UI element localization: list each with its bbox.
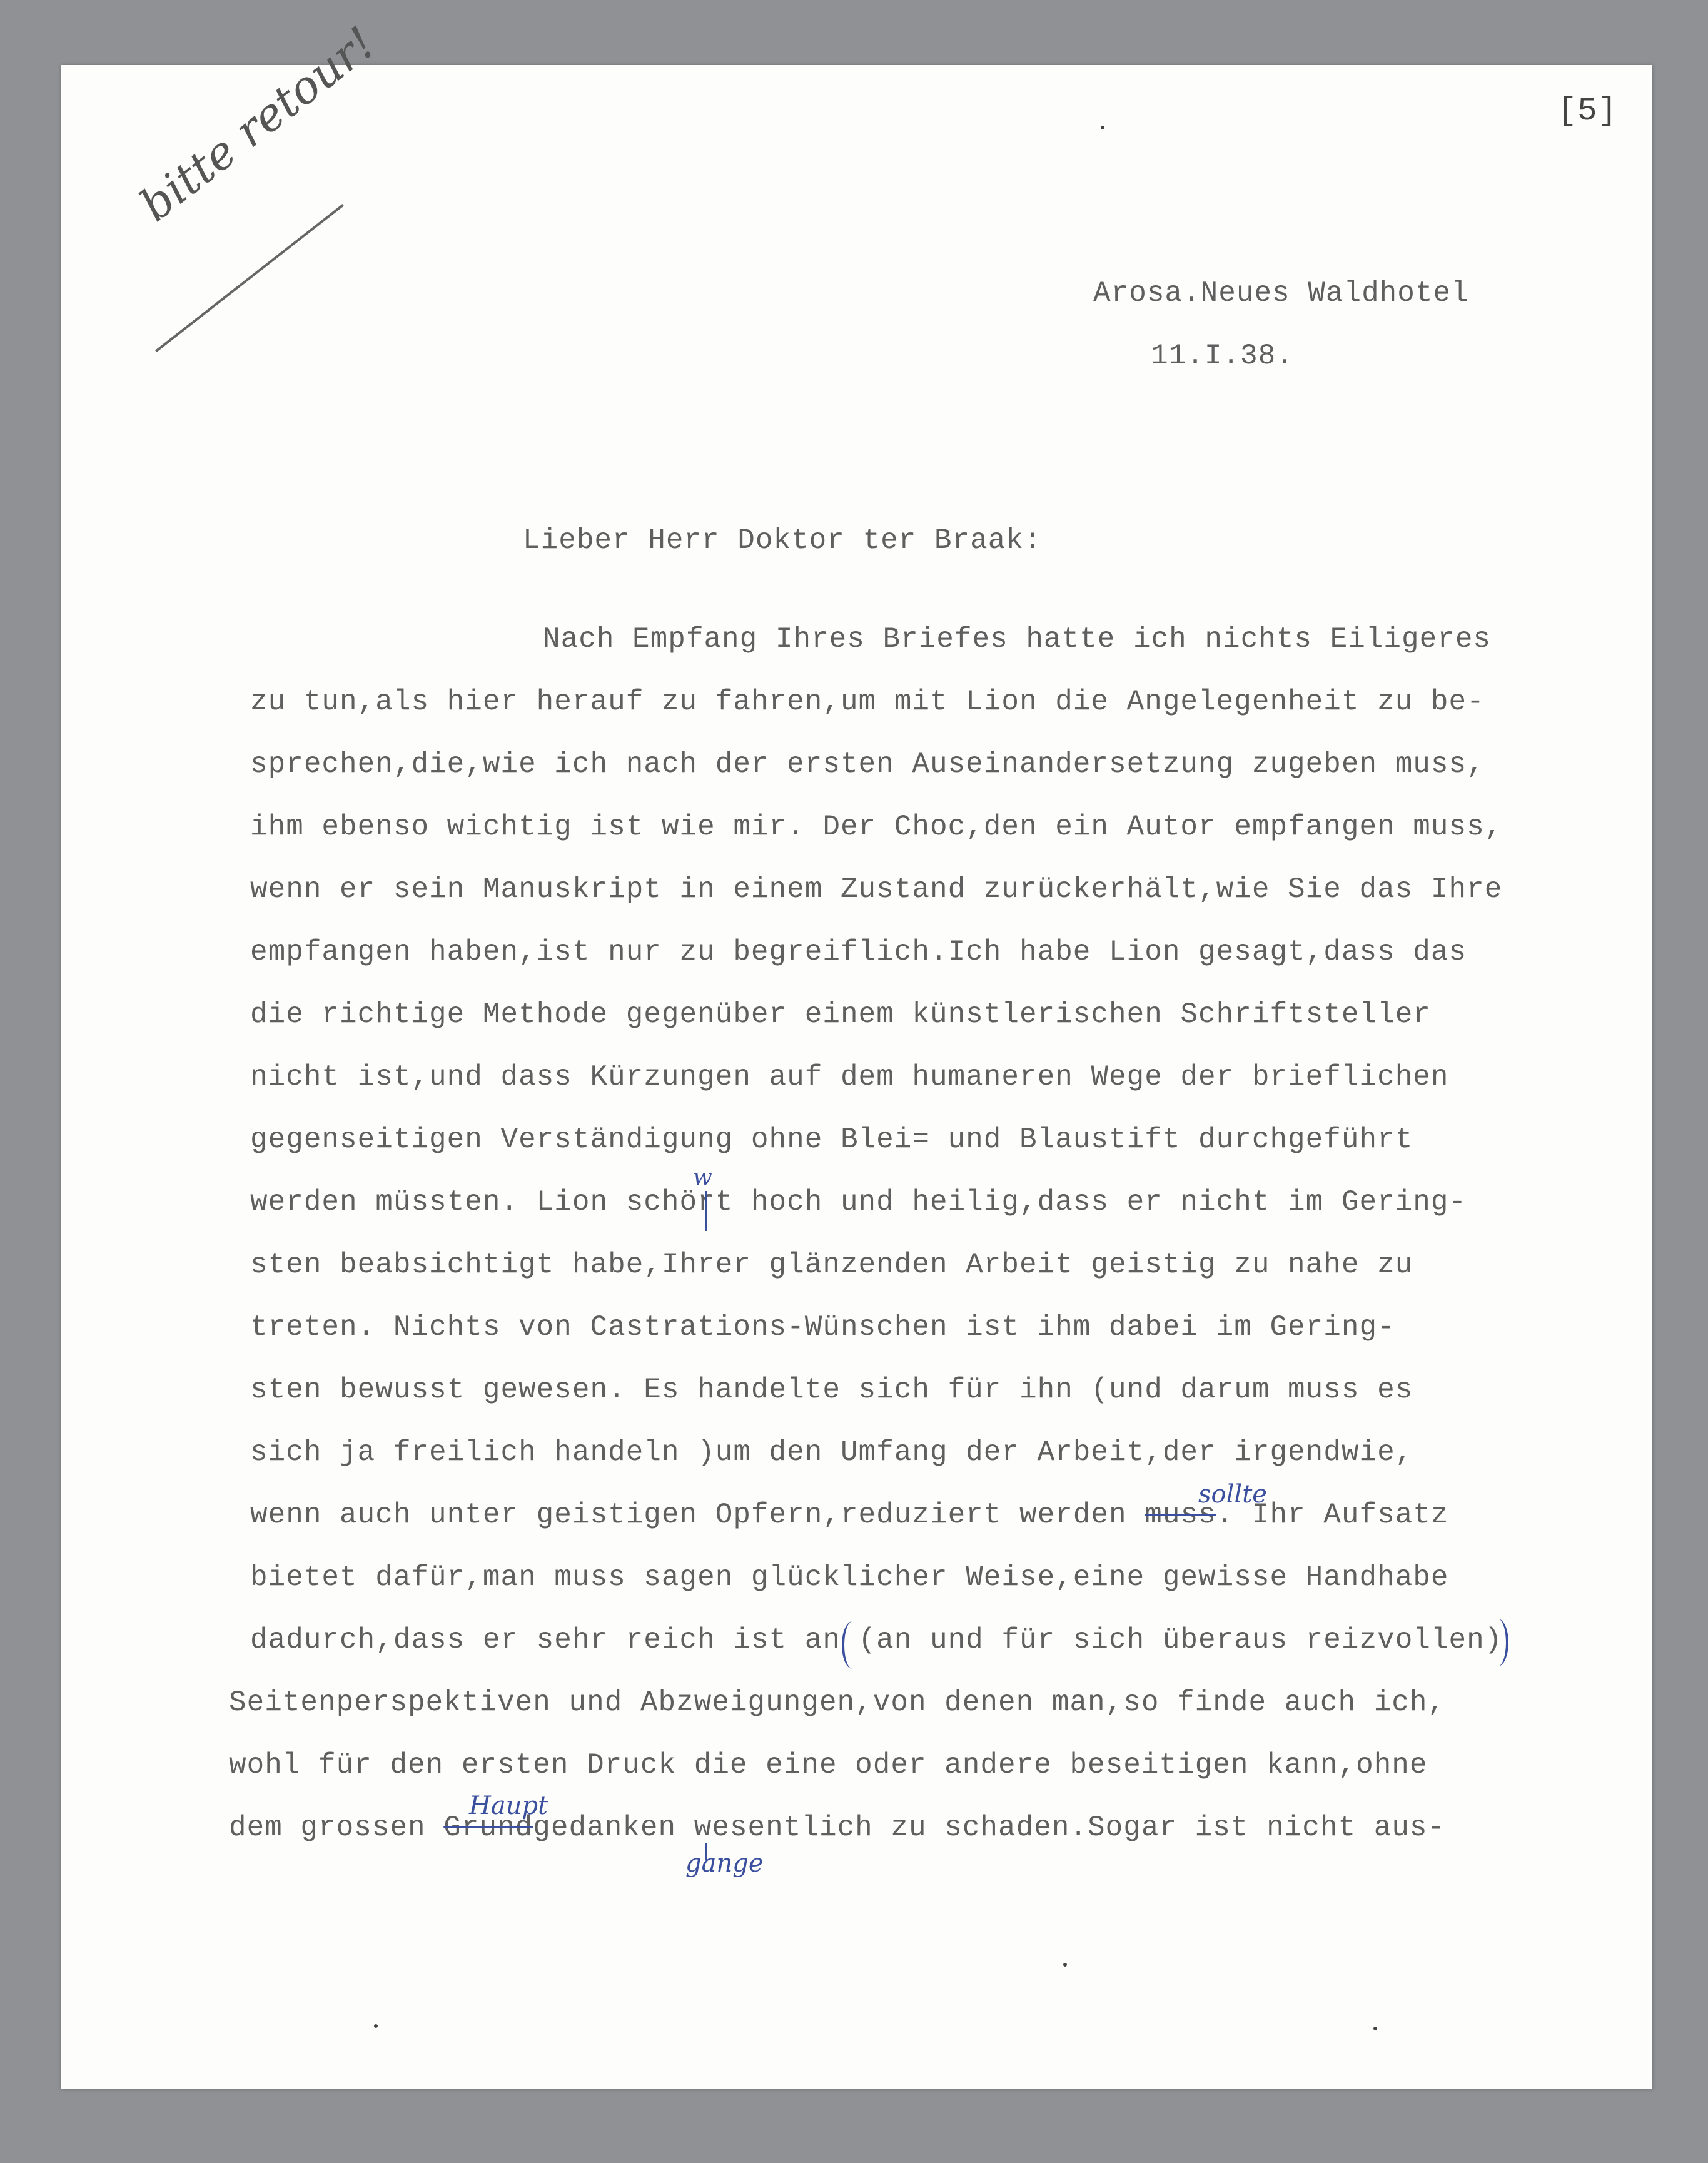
letter-date: 11.I.38. [1151, 340, 1294, 372]
body-line: zu tun,als hier herauf zu fahren,um mit Lion die Angelegenheit zu be- [250, 686, 1485, 718]
body-line-text: gedanken wesentlich zu schaden.Sogar ist nicht aus- [533, 1811, 1446, 1844]
body-line: treten. Nichts von Castrations-Wünschen ist ihm dabei im Gering- [250, 1311, 1395, 1344]
body-line: empfangen haben,ist nur zu begreiflich.Ich habe Lion gesagt,dass das [250, 936, 1467, 968]
body-line: wenn er sein Manuskript in einem Zustand zurückerhält,wie Sie das Ihre [250, 873, 1503, 906]
body-line: nicht ist,und dass Kürzungen auf dem humaneren Wege der brieflichen [250, 1061, 1449, 1093]
body-line-text: dem grossen [229, 1811, 444, 1844]
correction-w: w [693, 1165, 712, 1190]
body-line: wohl für den ersten Druck die eine oder andere beseitigen kann,ohne [229, 1749, 1428, 1781]
correction-haupt: Haupt [469, 1791, 548, 1820]
letter-sheet [61, 16, 1652, 2089]
paper-speck [1101, 126, 1104, 129]
body-line: sich ja freilich handeln )um den Umfang der Arbeit,der irgendwie, [250, 1436, 1413, 1469]
body-line: ihm ebenso wichtig ist wie mir. Der Choc,den ein Autor empfangen muss, [250, 811, 1503, 843]
sender-place: Arosa.Neues Waldhotel [1093, 277, 1469, 310]
archive-number: [5] [1557, 93, 1618, 129]
insertion-mark [705, 1191, 707, 1231]
body-line-text: wenn auch unter geistigen Opfern,reduziert werden [250, 1499, 1145, 1531]
correction-paren [1487, 1619, 1508, 1666]
struck-word: Grund [443, 1811, 533, 1844]
body-line: bietet dafür,man muss sagen glücklicher Weise,eine gewisse Handhabe [250, 1561, 1449, 1594]
body-line: sten bewusst gewesen. Es handelte sich für ihn (und darum muss es [250, 1374, 1413, 1406]
body-line-text: . Ihr Aufsatz [1216, 1499, 1449, 1531]
salutation: Lieber Herr Doktor ter Braak: [523, 524, 1042, 557]
body-line: Nach Empfang Ihres Briefes hatte ich nichts Eiligeres [543, 623, 1492, 656]
paper-speck [1373, 2027, 1377, 2030]
paper-speck [374, 2024, 378, 2028]
body-line [250, 1497, 1449, 1532]
pencil-note: bitte retour! [130, 16, 385, 232]
pencil-underline [155, 204, 344, 352]
struck-word: muss [1145, 1499, 1216, 1531]
body-line: sten beabsichtigt habe,Ihrer glänzenden Arbeit geistig zu nahe zu [250, 1249, 1413, 1281]
body-line: gegenseitigen Verständigung ohne Blei= und Blaustift durchgeführt [250, 1123, 1413, 1156]
body-line: die richtige Methode gegenüber einem künstlerischen Schriftsteller [250, 998, 1431, 1031]
body-line: sprechen,die,wie ich nach der ersten Auseinandersetzung zugeben muss, [250, 748, 1485, 781]
correction-gange: gange [685, 1849, 764, 1878]
body-line: Seitenperspektiven und Abzweigungen,von denen man,so finde auch ich, [229, 1686, 1446, 1719]
correction-paren [842, 1621, 863, 1669]
body-line [229, 1810, 1445, 1845]
paper-speck [1063, 1963, 1067, 1967]
body-line: werden müssten. Lion schört hoch und heilig,dass er nicht im Gering- [250, 1186, 1467, 1218]
correction-sollte: sollte [1198, 1480, 1267, 1509]
body-line: dadurch,dass er sehr reich ist an (an und für sich überaus reizvollen) [250, 1624, 1503, 1656]
insertion-mark [705, 1843, 707, 1860]
